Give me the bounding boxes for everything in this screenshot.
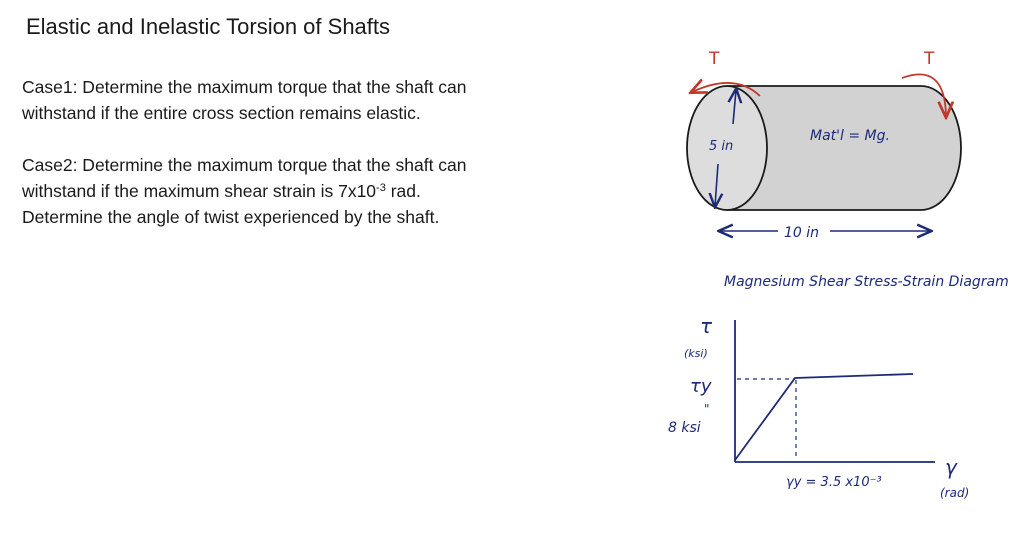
x-axis-symbol: γ bbox=[945, 455, 957, 479]
case1-line2: withstand if the entire cross section remains elastic. bbox=[22, 103, 421, 123]
torque-left-label: T bbox=[709, 49, 720, 69]
y-axis-unit: (ksi) bbox=[684, 347, 708, 360]
yield-stress-value: 8 ksi bbox=[668, 420, 701, 436]
stress-strain-diagram bbox=[668, 274, 1009, 500]
slide-title: Elastic and Inelastic Torsion of Shafts bbox=[26, 14, 391, 39]
ditto-mark: " bbox=[704, 402, 710, 416]
diagram-title: Magnesium Shear Stress-Strain Diagram bbox=[724, 274, 1009, 290]
case1-line1: Case1: Determine the maximum torque that the shaft can bbox=[22, 77, 467, 97]
x-axis-unit: (rad) bbox=[940, 486, 970, 500]
case2-line2-suffix: rad. bbox=[385, 181, 421, 201]
stress-strain-curve bbox=[735, 374, 913, 460]
yield-strain-label: γy = 3.5 x10⁻³ bbox=[786, 475, 882, 490]
length-label: 10 in bbox=[784, 225, 820, 241]
y-axis-symbol: τ bbox=[700, 314, 713, 338]
material-label: Mat'l = Mg. bbox=[810, 128, 890, 144]
case2-line2-prefix: withstand if the maximum shear strain is 7x10 bbox=[22, 181, 377, 201]
diameter-label: 5 in bbox=[709, 139, 734, 154]
yield-stress-symbol: τy bbox=[690, 376, 712, 397]
case2-strain-exponent: -3 bbox=[376, 182, 386, 194]
shaft-sketch bbox=[687, 49, 961, 241]
case2-line3: Determine the angle of twist experienced by the shaft. bbox=[22, 207, 440, 227]
case2-line1: Case2: Determine the maximum torque that the shaft can bbox=[22, 155, 467, 175]
torque-right-label: T bbox=[924, 49, 935, 69]
